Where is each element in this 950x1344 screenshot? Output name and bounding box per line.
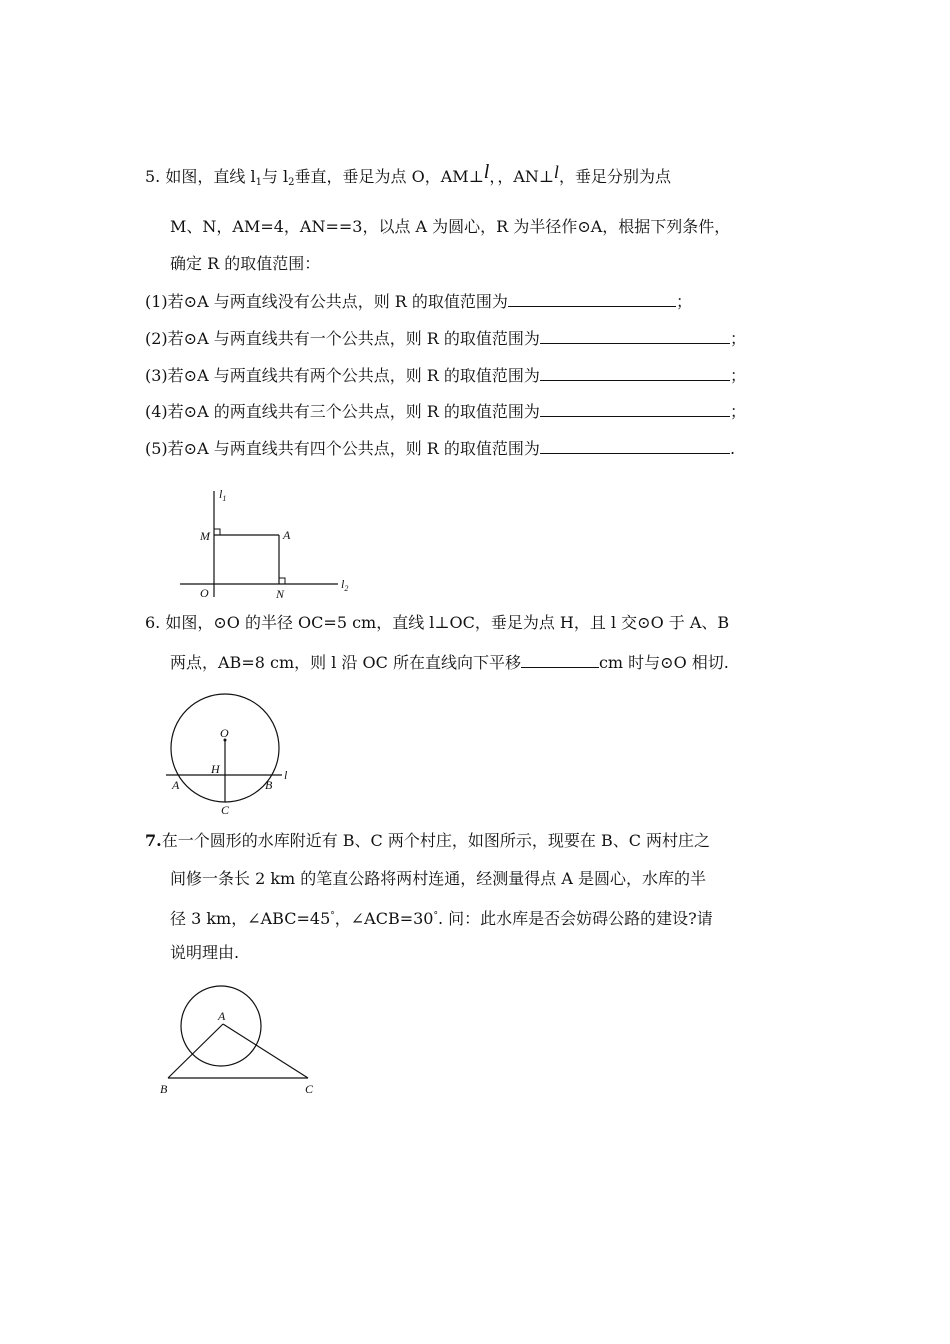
q5-line2: M、N，AM=4，AN==3，以点 A 为圆心，R 为半径作⊙A，根据下列条件，: [170, 217, 731, 236]
q6-number: 6.: [145, 613, 161, 632]
q7-line1: [145, 830, 710, 852]
q7-number: 7.: [145, 831, 162, 850]
q7-figure: [155, 982, 335, 1102]
q5-item-5-blank[interactable]: [540, 437, 730, 454]
q5-item-1-text: (1)若⊙A 与两直线没有公共点，则 R 的取值范围为: [145, 292, 508, 311]
q6-line1-text: 如图，⊙O 的半径 OC=5 cm，直线 l⊥OC，垂足为点 H，且 l 交⊙O 于 A、B: [165, 613, 730, 632]
label-l2: $l_2$: [341, 577, 349, 593]
q5-item-1-end: ；: [675, 292, 692, 311]
q7-line1-text: 在一个圆形的水库附近有 B、C 两个村庄，如图所示，现要在 B、C 两村庄之: [161, 831, 711, 850]
q6-line2: [170, 651, 729, 674]
q7-line2: 间修一条长 2 km 的笔直公路将两村连通，经测量得点 A 是圆心，水库的半: [170, 869, 707, 888]
q5-item-5-end: .: [729, 439, 736, 458]
label-h: H: [211, 762, 220, 776]
q5-item-5: [145, 437, 735, 460]
q5-line1-a: 如图，直线 l: [165, 167, 256, 186]
q7-line3-a: 径 3 km，∠ABC=45: [170, 909, 331, 928]
q5-item-2-end: ；: [729, 329, 746, 348]
q5-item-4-blank[interactable]: [540, 400, 730, 417]
q5-item-3-blank[interactable]: [540, 364, 730, 381]
q6-line1: [145, 612, 729, 634]
q5-line1-e: ，垂足分别为点: [558, 167, 671, 186]
label-l1: $l_1$: [219, 487, 227, 503]
label-l: l: [284, 768, 288, 782]
label-a: A: [172, 778, 180, 792]
label-o: O: [220, 726, 229, 740]
label-m: M: [200, 529, 210, 543]
q5-item-2-text: (2)若⊙A 与两直线共有一个公共点，则 R 的取值范围为: [145, 329, 540, 348]
q6-line2-a: 两点，AB=8 cm，则 l 沿 OC 所在直线向下平移: [170, 653, 521, 672]
q5-item-3-text: (3)若⊙A 与两直线共有两个公共点，则 R 的取值范围为: [145, 366, 540, 385]
label-c: C: [305, 1082, 314, 1096]
q5-item-2: [145, 327, 746, 350]
q5-item-1: [145, 290, 692, 313]
q5-item-1-blank[interactable]: [508, 290, 676, 307]
label-c: C: [221, 803, 230, 817]
label-n: N: [276, 587, 285, 601]
q5-line3: 确定 R 的取值范围：: [170, 254, 321, 273]
q5-line1-d: ，，AN⊥: [489, 167, 554, 186]
q5-sub1: 1: [255, 177, 262, 188]
q5-sub2: 2: [288, 177, 295, 188]
q5-item-4-text: (4)若⊙A 的两直线共有三个公共点，则 R 的取值范围为: [145, 402, 540, 421]
right-angle-n: [279, 578, 285, 584]
label-a: A: [218, 1009, 226, 1023]
q5-figure: [175, 485, 375, 605]
label-b: B: [265, 778, 273, 792]
q7-line3-c: . 问：此水库是否会妨碍公路的建设?请: [437, 909, 713, 928]
q6-line2-b: cm 时与⊙O 相切.: [598, 653, 729, 672]
q5-item-2-blank[interactable]: [540, 327, 730, 344]
segment-ab: [168, 1024, 223, 1078]
q5-l-glyph2: l: [553, 162, 559, 182]
label-a: A: [283, 528, 291, 542]
right-angle-m: [214, 529, 220, 535]
q5-line1-b: 与 l: [261, 167, 289, 186]
q5-line1: [145, 161, 671, 194]
q5-line1-c: 垂直，垂足为点 O，AM⊥: [294, 167, 484, 186]
q6-blank[interactable]: [521, 651, 599, 668]
q7-line4: 说明理由.: [170, 943, 240, 962]
q6-figure: [160, 685, 310, 815]
segment-ac: [223, 1024, 308, 1078]
q7-line3: [170, 905, 713, 930]
q7-deg1: °: [330, 911, 335, 921]
q5-number: 5.: [145, 167, 161, 186]
q5-item-4: [145, 400, 746, 423]
q7-line3-b: ，∠ACB=30: [334, 909, 434, 928]
q5-item-3-end: ；: [729, 366, 746, 385]
q7-deg2: °: [433, 911, 438, 921]
q5-item-5-text: (5)若⊙A 与两直线共有四个公共点，则 R 的取值范围为: [145, 439, 540, 458]
q5-item-3: [145, 364, 746, 387]
label-b: B: [160, 1082, 168, 1096]
label-o: O: [200, 586, 209, 600]
q5-l-glyph: l: [483, 161, 490, 183]
q5-item-4-end: ；: [729, 402, 746, 421]
